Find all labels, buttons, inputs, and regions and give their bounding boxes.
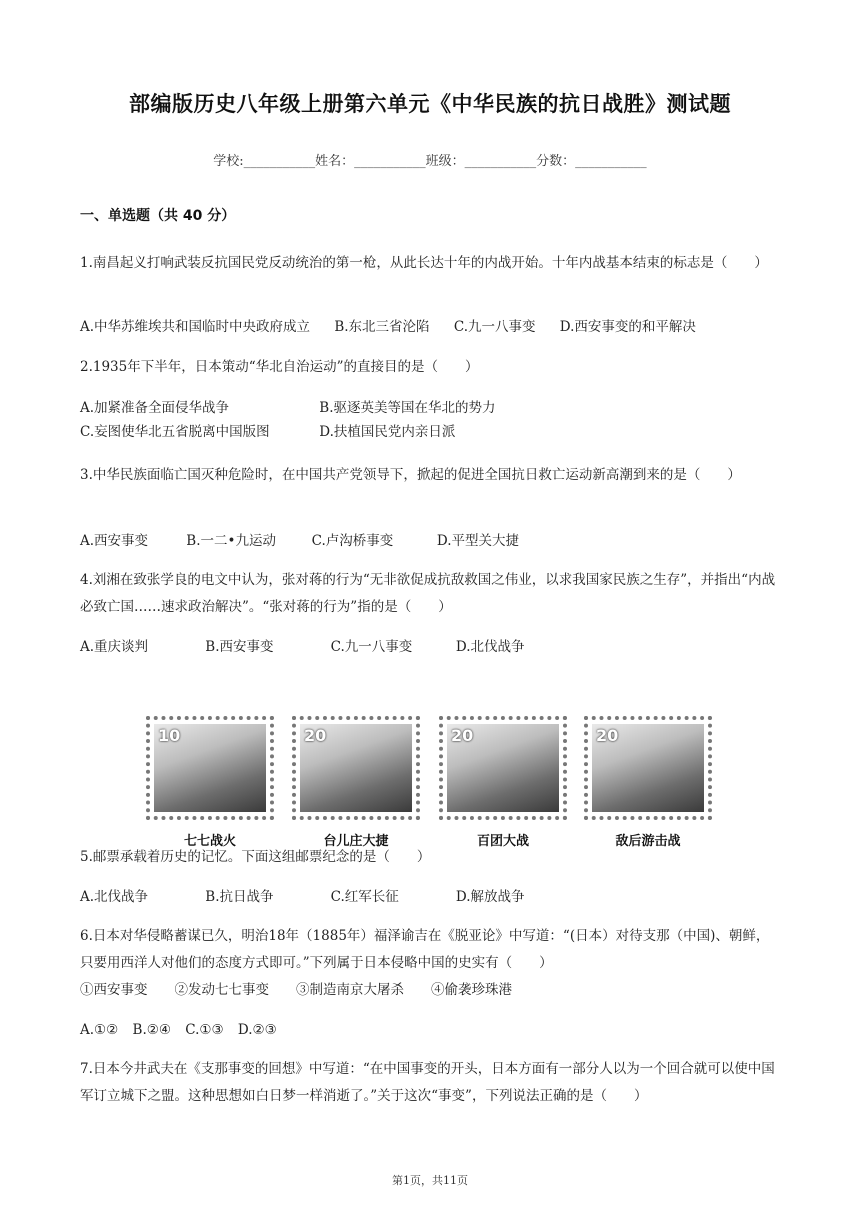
- stamp-caption: 台儿庄大捷: [323, 834, 389, 849]
- stamp-caption: 敌后游击战: [615, 834, 681, 849]
- question-7: 7.日本今井武夫在《支那事变的回想》中写道：“在中国事变的开头，日本方面有一部分人以为一个回合就可以使中国军订立城下之盟。这种思想如白日梦一样消逝了。”关于这次“事变”，下列说法正确的是（ ）: [80, 1061, 775, 1104]
- stamp-caption: 七七战火: [183, 834, 236, 849]
- option-c: C.妄图使华北五省脱离中国版图: [80, 424, 270, 440]
- option-b: B.西安事变: [205, 639, 274, 655]
- option-a: A.加紧准备全面侵华战争: [80, 400, 230, 416]
- question-6-options: [80, 1018, 780, 1042]
- page-footer: 第1页，共11页: [392, 1174, 468, 1187]
- stamp-frame: [292, 716, 420, 820]
- question-2: 2.1935年下半年，日本策动“华北自治运动”的直接目的是（ ）: [80, 359, 479, 375]
- question-5: 5.邮票承载着历史的记忆。下面这组邮票纪念的是（ ）: [80, 849, 431, 865]
- stamp-set-image: [146, 716, 716, 849]
- stamp-frame: [439, 716, 567, 820]
- option-c: C.红军长征: [330, 889, 399, 905]
- option-a: A.中华苏维埃共和国临时中央政府成立: [80, 319, 311, 335]
- stamp: [146, 716, 274, 849]
- question-6: 6.日本对华侵略蓄谋已久，明治18年（1885年）福泽谕吉在《脱亚论》中写道：“(日本）对待支那（中国)、朝鲜，只要用西洋人对他们的态度方式即可。”下列属于日本侵略中国的史实有（ ）: [80, 928, 770, 971]
- question-6-statements: ①西安事变 ②发动七七事变 ③制造南京大屠杀 ④偷袭珍珠港: [80, 982, 512, 998]
- option-c: C.九一八事变: [453, 319, 536, 335]
- page-title: 部编版历史八年级上册第六单元《中华民族的抗日战胜》测试题: [129, 92, 731, 116]
- stamp: [439, 716, 567, 849]
- option-b: B.抗日战争: [205, 889, 274, 905]
- option-c: C.卢沟桥事变: [311, 533, 394, 549]
- question-2-options: [80, 396, 780, 444]
- question-4: 4.刘湘在致张学良的电文中认为，张对蒋的行为“无非欲促成抗敌救国之伟业，以求我国家民族之生存”，并指出“内战必致亡国……速求政治解决”。“张对蒋的行为”指的是（ ）: [80, 572, 776, 615]
- option-a: A.重庆谈判: [80, 639, 149, 655]
- option-b: B.驱逐英美等国在华北的势力: [319, 400, 496, 416]
- option-d: D.北伐战争: [455, 639, 525, 655]
- stamp-value: 20: [304, 726, 327, 745]
- option-b: B.一二•九运动: [186, 533, 276, 549]
- stamp: [292, 716, 420, 849]
- question-3-options: [80, 529, 780, 553]
- option-c: C.九一八事变: [330, 639, 413, 655]
- question-1-options: [80, 315, 780, 339]
- option-d: D.扶植国民党内亲日派: [319, 424, 456, 440]
- option-a: A.北伐战争: [80, 889, 149, 905]
- option-d: D.②③: [237, 1022, 277, 1038]
- stamp-value: 20: [451, 726, 474, 745]
- option-b: B.②④: [132, 1022, 171, 1038]
- stamp-value: 10: [158, 726, 181, 745]
- question-1: 1.南昌起义打响武装反抗国民党反动统治的第一枪，从此长达十年的内战开始。十年内战基本结束的标志是（ ）: [80, 255, 768, 271]
- option-c: C.①③: [185, 1022, 224, 1038]
- stamp-frame: [584, 716, 712, 820]
- stamp-frame: [146, 716, 274, 820]
- option-a: A.西安事变: [80, 533, 149, 549]
- question-3: 3.中华民族面临亡国灭种危险时，在中国共产党领导下，掀起的促进全国抗日救亡运动新高潮到来的是（ ）: [80, 467, 741, 483]
- stamp-value: 20: [596, 726, 619, 745]
- option-b: B.东北三省沦陷: [334, 319, 430, 335]
- student-info-line: 学校:___________姓名：___________班级：___________分数：___________: [213, 154, 647, 169]
- option-d: D.西安事变的和平解决: [559, 319, 696, 335]
- option-a: A.①②: [80, 1022, 119, 1038]
- question-5-options: [80, 885, 780, 909]
- question-4-options: [80, 635, 780, 659]
- section-heading: 一、单选题（共 40 分）: [80, 208, 236, 224]
- stamp: [584, 716, 712, 849]
- stamp-caption: 百团大战: [476, 834, 529, 849]
- option-d: D.平型关大捷: [436, 533, 520, 549]
- option-d: D.解放战争: [455, 889, 525, 905]
